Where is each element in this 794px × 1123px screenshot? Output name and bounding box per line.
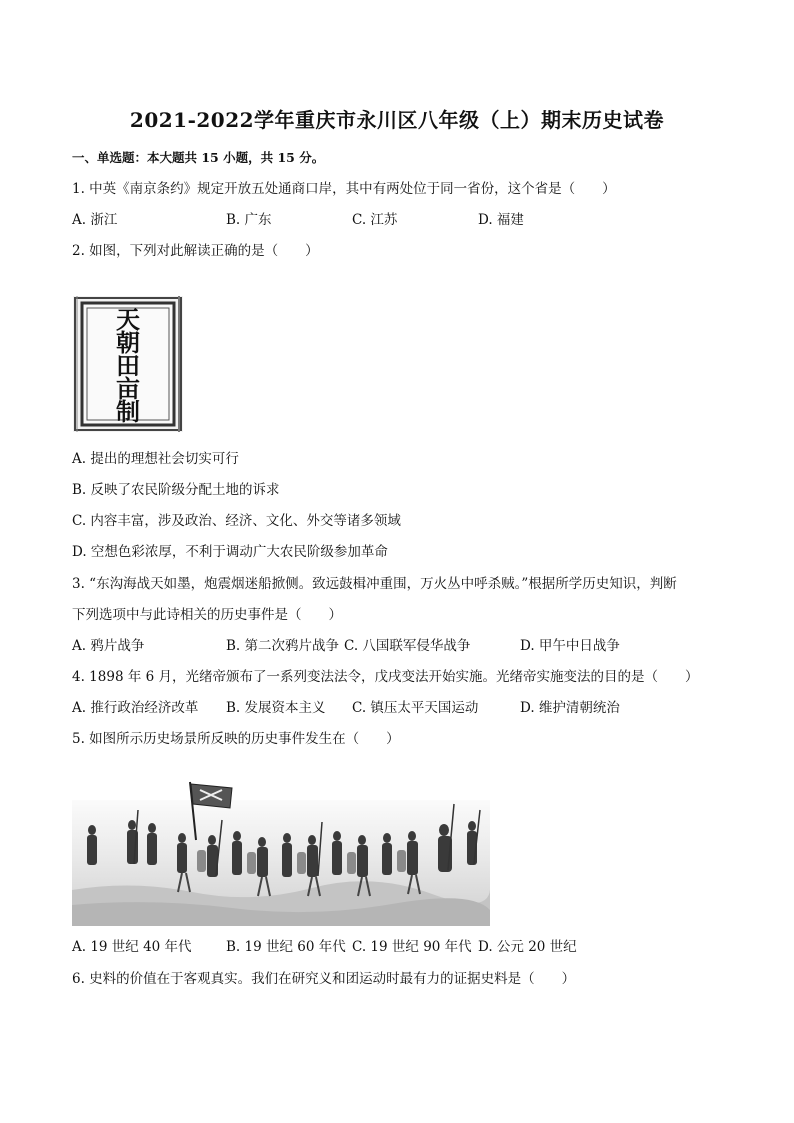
question-3-option-b[interactable]: B. 第二次鸦片战争 — [226, 638, 340, 654]
question-4-stem: 4. 1898 年 6 月，光绪帝颁布了一系列变法法令，戊戌变法开始实施。光绪帝实施变法的目的是（ ） — [72, 669, 699, 685]
question-1-option-b[interactable]: B. 广东 — [226, 212, 272, 228]
question-2-option-d[interactable]: D. 空想色彩浓厚，不利于调动广大农民阶级参加革命 — [72, 544, 388, 560]
question-5-option-d[interactable]: D. 公元 20 世纪 — [478, 939, 577, 955]
question-5-option-a[interactable]: A. 19 世纪 40 年代 — [72, 939, 192, 955]
question-4-option-b[interactable]: B. 发展资本主义 — [226, 700, 326, 716]
question-6-stem: 6. 史料的价值在于客观真实。我们在研究义和团运动时最有力的证据史料是（ ） — [72, 971, 576, 987]
question-2-option-b[interactable]: B. 反映了农民阶级分配土地的诉求 — [72, 482, 280, 498]
book-cover-char-3: 田 — [116, 351, 140, 380]
section-heading: 一、单选题：本大题共 15 小题，共 15 分。 — [72, 150, 325, 165]
question-3-stem-line-1: 3. “东沟海战天如墨，炮震烟迷船掀侧。致远鼓楫冲重围，万火丛中呼杀贼。”根据所学历史知识，判断 — [72, 576, 677, 592]
question-3-stem-line-2: 下列选项中与此诗相关的历史事件是（ ） — [72, 607, 342, 623]
question-5-option-c[interactable]: C. 19 世纪 90 年代 — [352, 939, 472, 955]
question-2-stem: 2. 如图，下列对此解读正确的是（ ） — [72, 243, 319, 259]
question-5-option-b[interactable]: B. 19 世纪 60 年代 — [226, 939, 346, 955]
question-4-option-d[interactable]: D. 维护清朝统治 — [520, 700, 620, 716]
question-1-option-d[interactable]: D. 福建 — [478, 212, 524, 228]
question-2-option-c[interactable]: C. 内容丰富，涉及政治、经济、文化、外交等诸多领域 — [72, 513, 401, 529]
book-cover-char-2: 朝 — [116, 328, 140, 357]
book-cover-image — [73, 296, 183, 432]
question-3-option-c[interactable]: C. 八国联军侵华战争 — [344, 638, 471, 654]
question-3-option-a[interactable]: A. 鸦片战争 — [72, 638, 145, 654]
historical-scene-svg — [72, 780, 490, 926]
question-3-option-d[interactable]: D. 甲午中日战争 — [520, 638, 620, 654]
question-5-stem: 5. 如图所示历史场景所反映的历史事件发生在（ ） — [72, 731, 400, 747]
book-cover-char-5: 制 — [116, 397, 140, 426]
question-1-stem: 1. 中英《南京条约》规定开放五处通商口岸，其中有两处位于同一省份，这个省是（ ） — [72, 181, 616, 197]
question-1-option-a[interactable]: A. 浙江 — [72, 212, 118, 228]
question-1-option-c[interactable]: C. 江苏 — [352, 212, 398, 228]
question-4-option-a[interactable]: A. 推行政治经济改革 — [72, 700, 199, 716]
book-cover-char-4: 亩 — [116, 374, 140, 403]
question-4-option-c[interactable]: C. 镇压太平天国运动 — [352, 700, 479, 716]
book-cover-char-1: 天 — [116, 305, 140, 334]
historical-scene-image — [72, 780, 490, 926]
exam-title: 2021-2022学年重庆市永川区八年级（上）期末历史试卷 — [129, 108, 665, 132]
question-2-option-a[interactable]: A. 提出的理想社会切实可行 — [72, 451, 239, 467]
book-cover-svg — [73, 296, 183, 432]
